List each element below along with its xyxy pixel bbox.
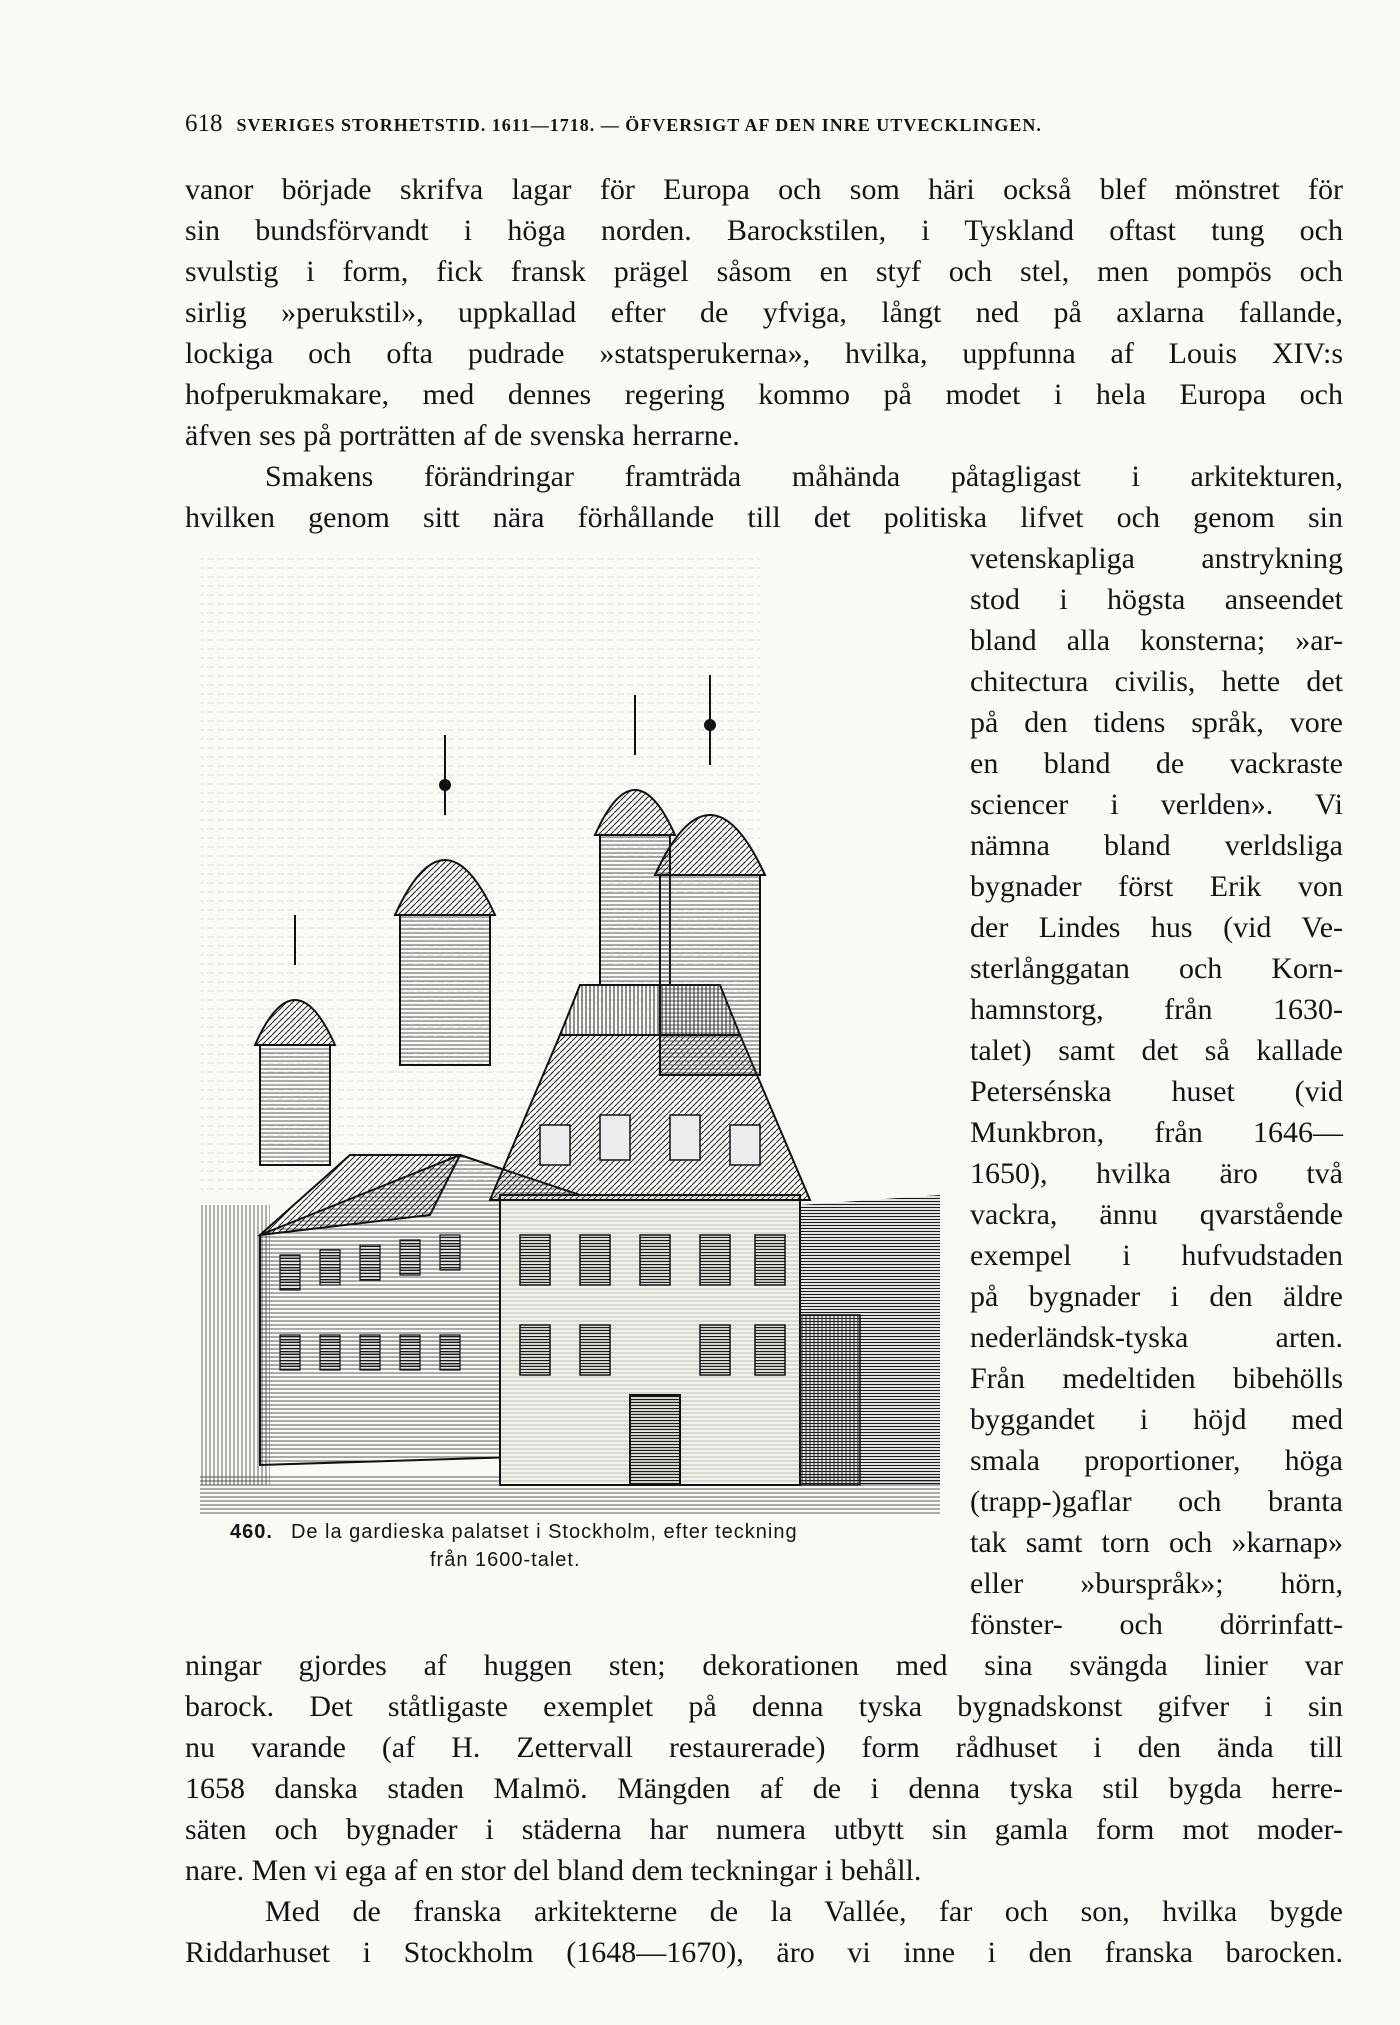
side-column-line: en bland de vackraste: [970, 747, 1343, 780]
side-column-line: 1650), hvilka äro två: [970, 1157, 1343, 1190]
side-column-line: på den tidens språk, vore: [970, 706, 1343, 739]
paragraph-start: Smakens förändringar framträda måhända påtagligast i arkitekturen,: [265, 460, 1343, 493]
side-column-line: Petersénska huset (vid: [970, 1075, 1343, 1108]
page-number: 618: [185, 110, 223, 137]
text-line: barock. Det ståtligaste exemplet på denna tyska bygnadskonst gifver i sin: [185, 1690, 1343, 1723]
side-column-line: (trapp-)gaflar och branta: [970, 1485, 1343, 1518]
side-column-line: nederländsk-tyska arten.: [970, 1321, 1343, 1354]
text-line: säten och bygnader i städerna har numera utbytt sin gamla form mot moder-: [185, 1813, 1343, 1846]
side-column-line: på bygnader i den äldre: [970, 1280, 1343, 1313]
side-column-line: byggandet i höjd med: [970, 1403, 1343, 1436]
side-column-line: talet) samt det så kallade: [970, 1034, 1343, 1067]
text-line: 1658 danska staden Malmö. Mängden af de i denna tyska stil bygda herre-: [185, 1772, 1343, 1805]
text-line: lockiga och ofta pudrade »statsperukerna», hvilka, uppfunna af Louis XIV:s: [185, 337, 1343, 370]
side-column-line: bygnader först Erik von: [970, 870, 1343, 903]
figure-palace-engraving: [200, 555, 940, 1515]
side-column-line: vetenskapliga anstrykning: [970, 542, 1343, 575]
side-column-line: der Lindes hus (vid Ve-: [970, 911, 1343, 944]
side-column-line: exempel i hufvudstaden: [970, 1239, 1343, 1272]
text-line: vanor började skrifva lagar för Europa och som häri också blef mönstret för: [185, 173, 1343, 206]
side-column-line: tak samt torn och »karnap»: [970, 1526, 1343, 1559]
text-line: äfven ses på porträtten af de svenska herrarne.: [185, 419, 740, 452]
side-column-line: stod i högsta anseendet: [970, 583, 1343, 616]
side-column-line: eller »burspråk»; hörn,: [970, 1567, 1343, 1600]
side-column-line: hamnstorg, från 1630-: [970, 993, 1343, 1026]
text-line: nu varande (af H. Zettervall restaurerade) form rådhuset i den ända till: [185, 1731, 1343, 1764]
running-head: [185, 110, 1335, 140]
figure-number: 460.: [230, 1521, 273, 1543]
text-line: sin bundsförvandt i höga norden. Barockstilen, i Tyskland oftast tung och: [185, 214, 1343, 247]
paragraph-start: Med de franska arkitekterne de la Vallée, far och son, hvilka bygde: [265, 1895, 1343, 1928]
text-line: hvilken genom sitt nära förhållande till det politiska lifvet och genom sin: [185, 501, 1343, 534]
side-column-line: Munkbron, från 1646—: [970, 1116, 1343, 1149]
running-title: SVERIGES STORHETSTID. 1611—1718. — ÖFVERSIGT AF DEN INRE UTVECKLINGEN.: [236, 115, 1042, 135]
side-column-line: sterlånggatan och Korn-: [970, 952, 1343, 985]
figure-caption: [230, 1518, 930, 1574]
text-line: hofperukmakare, med dennes regering kommo på modet i hela Europa och: [185, 378, 1343, 411]
side-column-line: smala proportioner, höga: [970, 1444, 1343, 1477]
text-line: svulstig i form, fick fransk prägel såsom en styf och stel, men pompös och: [185, 255, 1343, 288]
side-column-line: nämna bland verldsliga: [970, 829, 1343, 862]
text-line: ningar gjordes af huggen sten; dekorationen med sina svängda linier var: [185, 1649, 1343, 1682]
text-line: nare. Men vi ega af en stor del bland dem teckningar i behåll.: [185, 1854, 922, 1887]
text-line: Riddarhuset i Stockholm (1648—1670), äro vi inne i den franska barocken.: [185, 1936, 1343, 1969]
side-column-line: vackra, ännu qvarstående: [970, 1198, 1343, 1231]
side-column-line: sciencer i verlden». Vi: [970, 788, 1343, 821]
side-column-line: fönster- och dörrinfatt-: [970, 1608, 1343, 1641]
caption-text-continued: från 1600-talet.: [430, 1549, 581, 1571]
caption-text: De la gardieska palatset i Stockholm, efter teckning: [290, 1521, 798, 1543]
side-column-line: bland alla konsterna; »ar-: [970, 624, 1343, 657]
palace-illustration: [200, 555, 940, 1515]
side-column-line: chitectura civilis, hette det: [970, 665, 1343, 698]
text-line: sirlig »perukstil», uppkallad efter de yfviga, långt ned på axlarna fallande,: [185, 296, 1343, 329]
side-column-line: Från medeltiden bibehölls: [970, 1362, 1343, 1395]
